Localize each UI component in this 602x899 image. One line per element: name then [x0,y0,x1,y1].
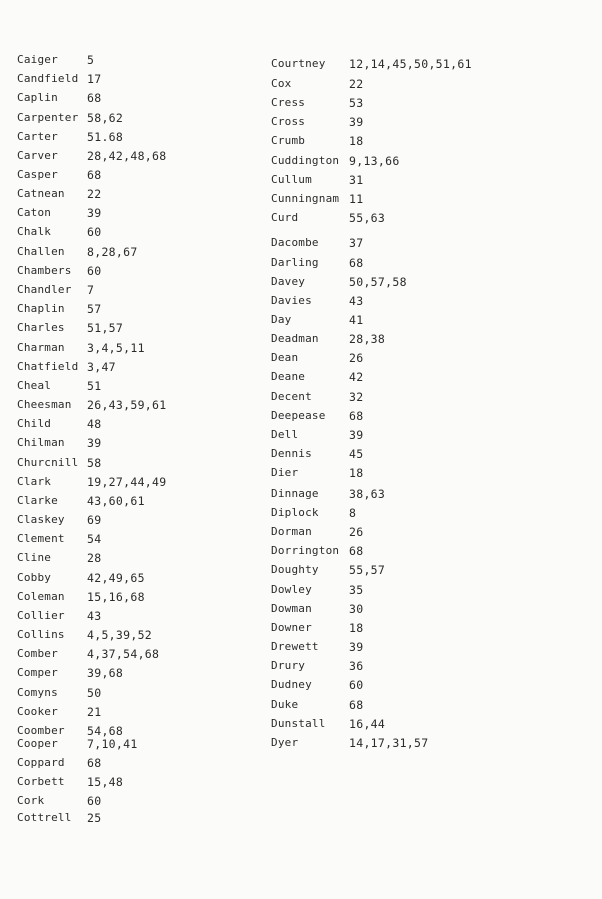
surname: Coomber [17,724,65,737]
surname: Deepease [271,409,326,422]
surname: Chandler [17,283,72,296]
page-references: 39 [87,436,102,450]
page-references: 41 [349,313,364,327]
surname: Comber [17,647,58,660]
surname: Duke [271,698,299,711]
page-references: 4,37,54,68 [87,647,160,661]
page-references: 12,14,45,50,51,61 [349,57,472,71]
surname: Candfield [17,72,79,85]
surname: Cooker [17,705,58,718]
page-references: 3,4,5,11 [87,341,145,355]
surname: Churcnill [17,456,79,469]
surname: Chambers [17,264,72,277]
page-references: 22 [349,77,364,91]
surname: Dowley [271,583,312,596]
surname: Dell [271,428,299,441]
page-references: 60 [87,794,102,808]
page-references: 25 [87,811,102,825]
page-references: 28,38 [349,332,386,346]
page-references: 31 [349,173,364,187]
page-references: 39 [87,206,102,220]
surname: Clement [17,532,65,545]
page-references: 51 [87,379,102,393]
surname: Cork [17,794,45,807]
page-references: 43 [349,294,364,308]
page-references: 55,57 [349,563,386,577]
surname: Cress [271,96,306,109]
surname: Dorrington [271,544,340,557]
page-references: 37 [349,236,364,250]
surname: Dunstall [271,717,326,730]
surname: Chalk [17,225,52,238]
page-references: 18 [349,134,364,148]
surname: Corbett [17,775,65,788]
surname: Drewett [271,640,319,653]
surname: Dudney [271,678,312,691]
page-references: 26 [349,351,364,365]
surname: Cunningnam [271,192,340,205]
page-references: 68 [349,409,364,423]
surname: Cottrell [17,811,72,824]
page-references: 68 [349,544,364,558]
surname: Day [271,313,292,326]
page-references: 68 [87,91,102,105]
page-references: 15,16,68 [87,590,145,604]
page-references: 3,47 [87,360,116,374]
surname: Crumb [271,134,306,147]
surname: Diplock [271,506,319,519]
page-references: 69 [87,513,102,527]
page-references: 35 [349,583,364,597]
page-references: 43,60,61 [87,494,145,508]
page-references: 19,27,44,49 [87,475,167,489]
page-references: 60 [87,225,102,239]
page-references: 14,17,31,57 [349,736,429,750]
surname: Dier [271,466,299,479]
surname: Catnean [17,187,65,200]
page-references: 18 [349,466,364,480]
surname: Davies [271,294,312,307]
surname: Caton [17,206,52,219]
page-references: 42 [349,370,364,384]
surname: Deadman [271,332,319,345]
surname: Charles [17,321,65,334]
page-references: 58,62 [87,111,124,125]
page-references: 42,49,65 [87,571,145,585]
page-references: 39 [349,640,364,654]
page-references: 11 [349,192,364,206]
page-references: 8,28,67 [87,245,138,259]
surname: Comper [17,666,58,679]
page-references: 28,42,48,68 [87,149,167,163]
surname: Coppard [17,756,65,769]
page-references: 26 [349,525,364,539]
surname: Charman [17,341,65,354]
page-references: 21 [87,705,102,719]
surname: Cullum [271,173,312,186]
surname: Cooper [17,737,58,750]
surname: Claskey [17,513,65,526]
surname: Dowman [271,602,312,615]
page-references: 7 [87,283,95,297]
page-references: 55,63 [349,211,386,225]
surname: Casper [17,168,58,181]
page-references: 5 [87,53,95,67]
surname: Cobby [17,571,52,584]
page-references: 68 [87,756,102,770]
page-references: 60 [349,678,364,692]
surname: Carver [17,149,58,162]
page-references: 17 [87,72,102,86]
page-references: 36 [349,659,364,673]
surname: Comyns [17,686,58,699]
page-references: 32 [349,390,364,404]
surname: Davey [271,275,306,288]
surname: Cuddington [271,154,340,167]
surname: Chaplin [17,302,65,315]
page-references: 16,44 [349,717,386,731]
surname: Clarke [17,494,58,507]
page-references: 39 [349,115,364,129]
page-references: 8 [349,506,357,520]
surname: Caplin [17,91,58,104]
page-references: 68 [349,256,364,270]
surname: Coleman [17,590,65,603]
page-references: 50 [87,686,102,700]
page-references: 43 [87,609,102,623]
page-references: 30 [349,602,364,616]
page-references: 15,48 [87,775,124,789]
surname: Decent [271,390,312,403]
surname: Carter [17,130,58,143]
page-references: 22 [87,187,102,201]
page-references: 7,10,41 [87,737,138,751]
page-references: 9,13,66 [349,154,400,168]
surname: Dacombe [271,236,319,249]
surname: Cross [271,115,306,128]
surname: Clark [17,475,52,488]
page-references: 58 [87,456,102,470]
page-references: 54 [87,532,102,546]
surname: Curd [271,211,299,224]
surname: Dinnage [271,487,319,500]
page-references: 39 [349,428,364,442]
page-references: 68 [349,698,364,712]
surname: Dennis [271,447,312,460]
surname: Cheesman [17,398,72,411]
page-references: 54,68 [87,724,124,738]
surname: Deane [271,370,306,383]
page-references: 68 [87,168,102,182]
page-references: 45 [349,447,364,461]
surname: Chilman [17,436,65,449]
page-references: 53 [349,96,364,110]
surname: Challen [17,245,65,258]
surname: Caiger [17,53,58,66]
surname: Cox [271,77,292,90]
surname: Drury [271,659,306,672]
surname: Courtney [271,57,326,70]
surname: Dean [271,351,299,364]
page-references: 57 [87,302,102,316]
page-references: 18 [349,621,364,635]
page-references: 28 [87,551,102,565]
page-references: 51,57 [87,321,124,335]
page-references: 60 [87,264,102,278]
page-references: 4,5,39,52 [87,628,153,642]
surname: Darling [271,256,319,269]
page-references: 39,68 [87,666,124,680]
surname: Carpenter [17,111,79,124]
surname: Cline [17,551,52,564]
surname: Collier [17,609,65,622]
surname: Chatfield [17,360,79,373]
surname: Downer [271,621,312,634]
page-references: 48 [87,417,102,431]
surname: Dyer [271,736,299,749]
page-references: 26,43,59,61 [87,398,167,412]
surname: Doughty [271,563,319,576]
surname: Dorman [271,525,312,538]
page-references: 50,57,58 [349,275,407,289]
surname: Child [17,417,52,430]
surname: Collins [17,628,65,641]
page-references: 51.68 [87,130,124,144]
surname: Cheal [17,379,52,392]
page-references: 38,63 [349,487,386,501]
